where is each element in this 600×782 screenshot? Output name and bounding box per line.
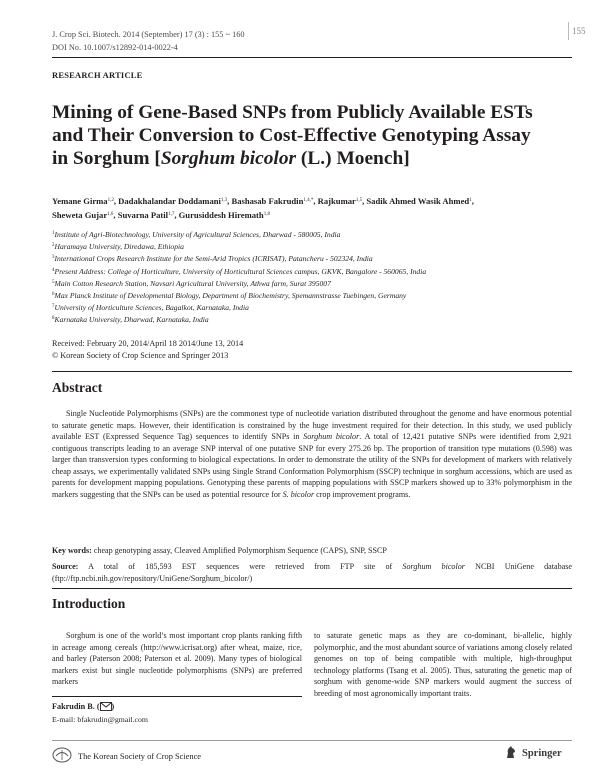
society-logo-icon (52, 747, 72, 765)
author: Sheweta Gujar$^{1,6}$, (52, 210, 118, 221)
author: Yemane Girma$^{1,2}$, (52, 196, 119, 206)
author: Bashasab Fakrudin$^{1,4,*}$, (231, 196, 318, 206)
source-label: Source: (52, 562, 79, 571)
society-footer (52, 747, 201, 765)
header-rule (52, 57, 572, 58)
title-line-1: Mining of Gene-Based SNPs from Publicly Available ESTs (52, 102, 533, 123)
abstract-text: Single Nucleotide Polymorphisms (SNPs) are the commonest type of nucleotide variation distributed throughout the genome and have enormous potential to saturate genetic maps. However, their identification is constrained by the huge investment required for their detection. In this study, we used publicly available EST (Expressed Sequence Tag) sequences to identify SNPs in Sorghum bicolor. A total of 12,421 putative SNPs were identified from 2,921 contiguous transcripts leading to an average SNP interval of one putative SNP for every 275.26 bp. The proportion of transition type mutations (0.598) was larger than transversion types conforming to biological expectations. In order to demonstrate the utility of the SNPs for development of markers with relatively cheap assays, we experimentally validated SNPs using Single Strand Conformation Polymorphism (SSCP) technique in sorghum accessions, which are used as parents for development mapping populations. Genotyping these parents of mapping populations with SSCP markers showed up to 33% polymorphism in the markers suggesting that the SNPs can be used as potential resource for S. bicolor crop improvement programs. (52, 409, 572, 499)
author: Dadakhalandar Doddamani$^{1,3}$, (118, 196, 232, 206)
society-name: The Korean Society of Crop Science (78, 751, 202, 761)
footnote-rule (52, 696, 302, 697)
affiliation-list (52, 228, 568, 326)
journal-citation: J. Crop Sci. Biotech. 2014 (September) 17 (3) : 155 ~ 160 (52, 30, 245, 39)
header-vertical-rule (568, 22, 569, 40)
envelope-icon (100, 702, 112, 713)
author-list (52, 194, 562, 223)
affiliation: $^5$Main Cotton Research Station, Navsari Agricultural University, Athwa farm, Surat 395007 (52, 278, 331, 288)
keywords (52, 545, 572, 557)
affiliation: $^3$International Crops Research Institute for the Semi-Arid Tropics (ICRISAT), Patancheru - 502324, India (52, 254, 373, 264)
abstract-heading: Abstract (52, 380, 103, 395)
title-line-2: and Their Conversion to Cost-Effective Genotyping Assay (52, 125, 531, 146)
author: Suvarna Patil$^{1,7}$, (117, 210, 179, 221)
affiliation: $^1$Institute of Agri-Biotechnology, University of Agricultural Sciences, Dharwad - 580005, India (52, 230, 341, 239)
title-line-3a: in Sorghum [ (52, 148, 161, 169)
title-line-3b: (L.) Moench] (296, 148, 410, 169)
title-species: Sorghum bicolor (160, 148, 297, 169)
received-line: Received: February 20, 2014/April 18 2014/June 13, 2014 (52, 339, 244, 348)
publisher-footer (504, 745, 562, 762)
source-note: Source: A total of 185,593 EST sequences were retrieved from FTP site of Sorghum bicolor NCBI UniGene database (ftp://ftp.ncbi.nih.gov/repository/UniGene/Sorghum_bicolor/) (52, 562, 572, 583)
author: Sadik Ahmed Wasik Ahmed$^1$, (366, 196, 474, 206)
footer-rule (52, 740, 572, 741)
author: Gurusiddesh Hiremath$^{1,8}$ (178, 210, 270, 221)
author: Rajkumar$^{1,5}$, (317, 196, 367, 206)
affiliation: $^2$Haramaya University, Diredawa, Ethiopia (52, 242, 184, 252)
affiliation: $^6$Max Planck Institute of Developmental Biology, Department of Biochemistry, Spemannstrasse Tuebingen, Germany (52, 291, 407, 301)
keywords-text: cheap genotyping assay, Cleaved Amplified Polymorphism Sequence (CAPS), SNP, SSCP (91, 546, 387, 555)
section-rule (52, 371, 572, 372)
affiliation: $^7$University of Horticulture Sciences, Bagalkot, Karnataka, India (52, 303, 249, 313)
article-type: RESEARCH ARTICLE (52, 70, 143, 80)
affiliation: $^8$Karnataka University, Dharwad, Karnataka, India (52, 315, 209, 325)
page-number: 155 (572, 26, 586, 36)
section-rule (52, 588, 572, 589)
keywords-label: Key words: (52, 546, 92, 555)
introduction-heading: Introduction (52, 596, 126, 611)
corresponding-author: Fakrudin B. ( ) (52, 702, 115, 711)
publisher-name: Springer (522, 748, 562, 759)
received-dates (52, 338, 243, 362)
article-title (52, 101, 562, 170)
copyright-line: © Korean Society of Crop Science and Springer 2013 (52, 351, 229, 360)
springer-horse-icon (504, 745, 518, 762)
affiliation: $^4$Present Address: College of Horticulture, University of Horticultural Sciences campus, GKVK, Bangalore - 560065, India (52, 266, 427, 276)
introduction-right-column: to saturate genetic maps as they are co-dominant, bi-allelic, highly polymorphic, and the most abundant source of variations among closely related genomes on top of being compatible with multiple, high-throughput technology platforms (Tsang et al. 2005). Thus, saturating the genetic map of sorghum with genome-wide SNP markers would augment the success of breeding of most agronomically important traits. (314, 631, 572, 698)
introduction-left-column: Sorghum is one of the world’s most important crop plants ranking fifth in acreage among cereals (http://www.icrisat.org) after wheat, maize, rice, and barley (Paterson 2008; Paterson et al. 2009). Many types of biological markers exist but single nucleotide polymorphisms (SNPs) are preferred markers (52, 631, 302, 687)
doi-line: DOI No. 10.1007/s12892-014-0022-4 (52, 43, 178, 52)
corresponding-email[interactable]: E-mail: bfakrudin@gmail.com (52, 715, 148, 724)
